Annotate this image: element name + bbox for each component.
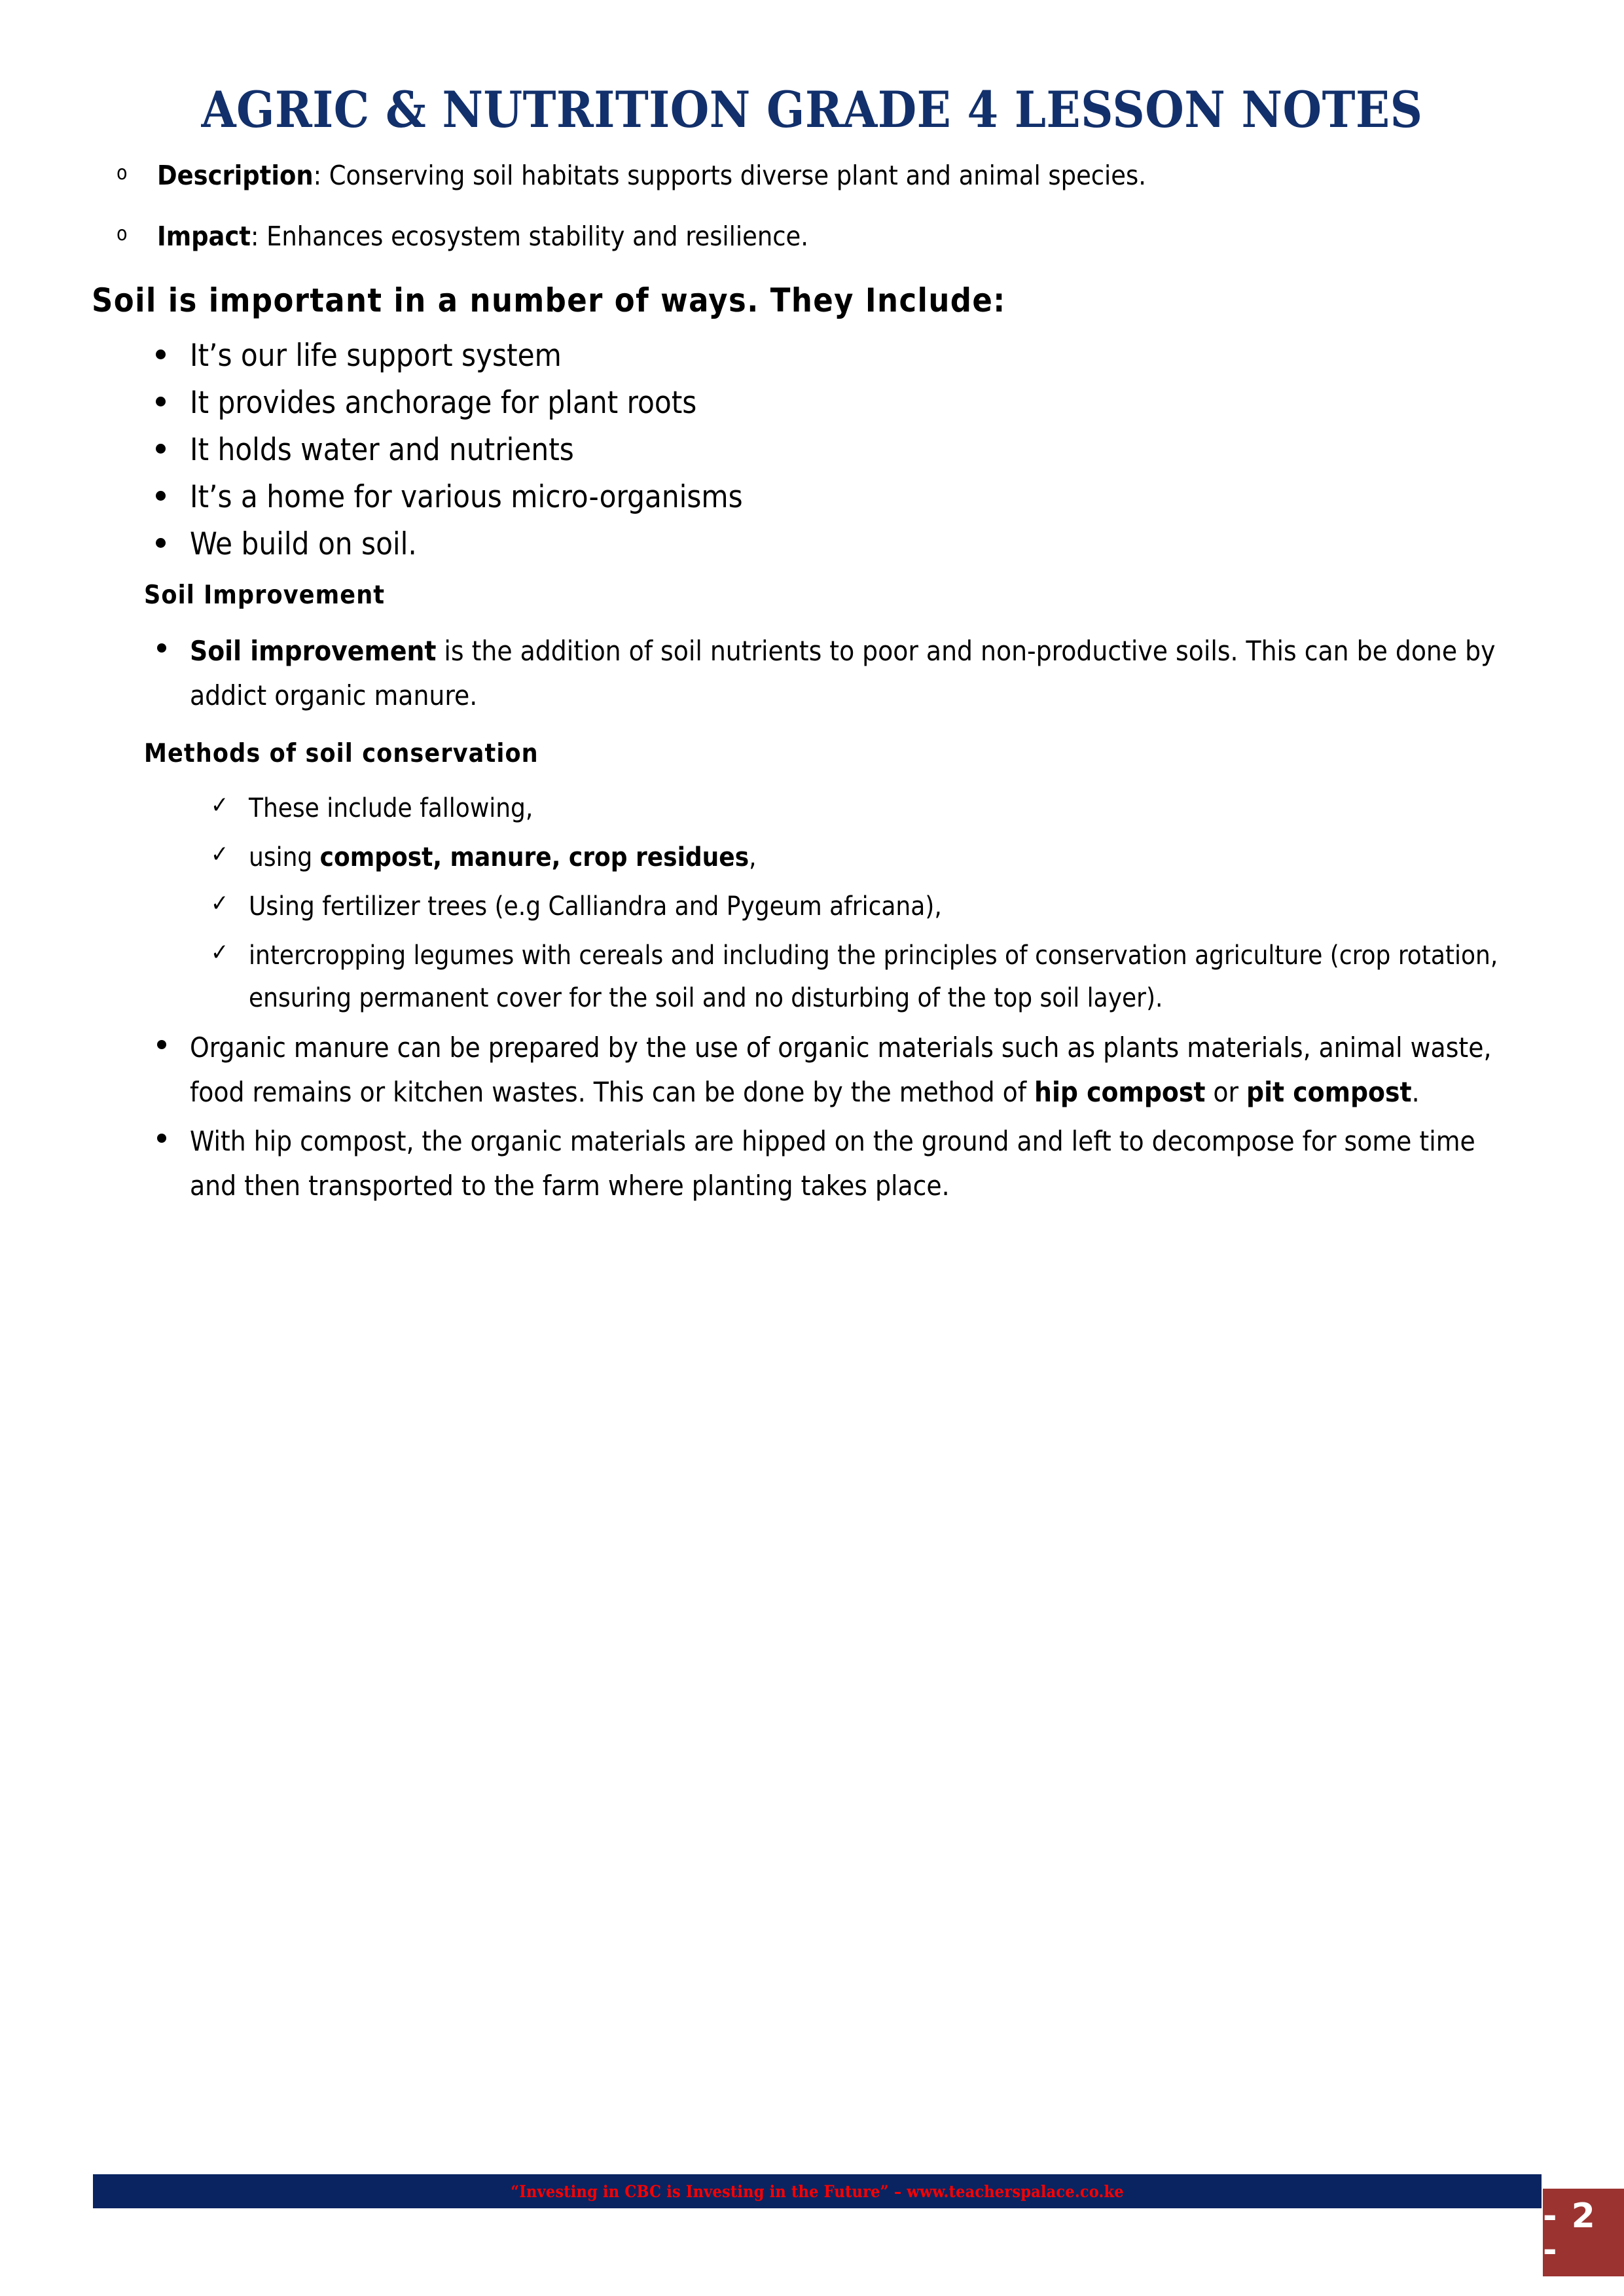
list-item-label: Using fertilizer trees (e.g Calliandra and Pygeum africana), <box>249 891 942 922</box>
list-item-label: With hip compost, the organic materials are hipped on the ground and left to decompose for some time and then transported to the farm where planting takes place. <box>190 1124 1475 1202</box>
page-number-badge <box>1543 2189 1624 2276</box>
list-item <box>92 222 1525 251</box>
circle-bullet-icon: o <box>117 223 128 246</box>
disc-bullet-icon <box>156 397 166 406</box>
list-item-tail: . <box>1411 1076 1420 1109</box>
section-heading-soil-conservation: Methods of soil conservation <box>144 739 539 769</box>
top-sub-bullet-list <box>92 161 1525 251</box>
sub-bullet-text: Conserving soil habitats supports diverse plant and animal species. <box>329 160 1146 191</box>
list-item <box>92 886 1525 928</box>
disc-bullet-icon <box>156 444 166 454</box>
list-item-label: It holds water and nutrients <box>190 432 574 469</box>
list-item-label: is the addition of soil nutrients to poor and non-productive soils. This can be done by addict organic manure. <box>190 635 1496 712</box>
list-item-label: Organic manure can be prepared by the use of organic materials such as plants materials, animal waste, food remains or kitchen wastes. This can be done by the method of <box>190 1031 1492 1109</box>
disc-bullet-icon <box>157 1040 166 1049</box>
sub-bullet-sep: : <box>250 221 267 253</box>
disc-bullet-icon <box>156 350 166 359</box>
list-item <box>92 935 1525 1020</box>
section-heading-soil-importance: Soil is important in a number of ways. They Include: <box>92 281 1006 320</box>
page-title: AGRIC & NUTRITION GRADE 4 LESSON NOTES <box>201 81 1423 139</box>
list-item-emphasis-1: hip compost <box>1034 1076 1206 1109</box>
list-item-tail: , <box>749 842 757 873</box>
list-item-label: using <box>249 842 320 873</box>
disc-bullet-icon <box>157 1134 166 1143</box>
list-item <box>92 479 1525 516</box>
page-number-text: - 2 - <box>1543 2197 1597 2270</box>
check-icon: ✓ <box>211 890 229 918</box>
list-item <box>92 338 1525 374</box>
list-item <box>92 526 1525 563</box>
list-item <box>92 385 1525 422</box>
document-body <box>92 161 1525 1212</box>
list-item <box>92 787 1525 830</box>
check-icon: ✓ <box>211 939 229 966</box>
soil-importance-bullet-list <box>92 338 1525 563</box>
sub-bullet-lead: Impact <box>157 221 251 253</box>
list-item <box>92 836 1525 879</box>
footer-bar <box>93 2174 1542 2208</box>
list-item-label: We build on soil. <box>190 526 417 563</box>
disc-bullet-icon <box>156 491 166 501</box>
sub-bullet-sep: : <box>313 160 329 191</box>
list-item-emphasis: compost, manure, crop residues <box>319 842 749 873</box>
check-icon: ✓ <box>211 841 229 869</box>
list-item-emphasis-2: pit compost <box>1246 1076 1412 1109</box>
sub-bullet-text: Enhances ecosystem stability and resilience. <box>266 221 808 253</box>
list-item-label: intercropping legumes with cereals and including the principles of conservation agriculture (crop rotation, ensuring permanent cover for the soil and no disturbing of the top soil layer). <box>249 940 1498 1013</box>
list-item-lead: Soil improvement <box>190 635 437 668</box>
disc-bullet-icon <box>157 643 166 653</box>
conservation-check-list <box>92 787 1525 1019</box>
check-icon: ✓ <box>211 792 229 819</box>
list-item <box>92 1026 1525 1115</box>
list-item <box>92 161 1525 190</box>
sub-bullet-lead: Description <box>157 160 314 191</box>
soil-improvement-bullet-list <box>92 629 1525 718</box>
list-item-label: It’s our life support system <box>190 338 562 374</box>
organic-manure-bullet-list <box>92 1026 1525 1208</box>
list-item-label: It’s a home for various micro-organisms <box>190 479 743 516</box>
disc-bullet-icon <box>156 538 166 548</box>
list-item <box>92 432 1525 469</box>
list-item-label: It provides anchorage for plant roots <box>190 385 697 422</box>
list-item-label: These include fallowing, <box>249 793 533 824</box>
circle-bullet-icon: o <box>117 162 128 185</box>
footer-tagline: “Investing in CBC is Investing in the Future” – www.teacherspalace.co.ke <box>511 2181 1124 2201</box>
section-heading-soil-improvement: Soil Improvement <box>144 581 386 611</box>
list-item <box>92 1119 1525 1208</box>
list-item <box>92 629 1525 718</box>
list-item-mid: or <box>1205 1076 1247 1109</box>
